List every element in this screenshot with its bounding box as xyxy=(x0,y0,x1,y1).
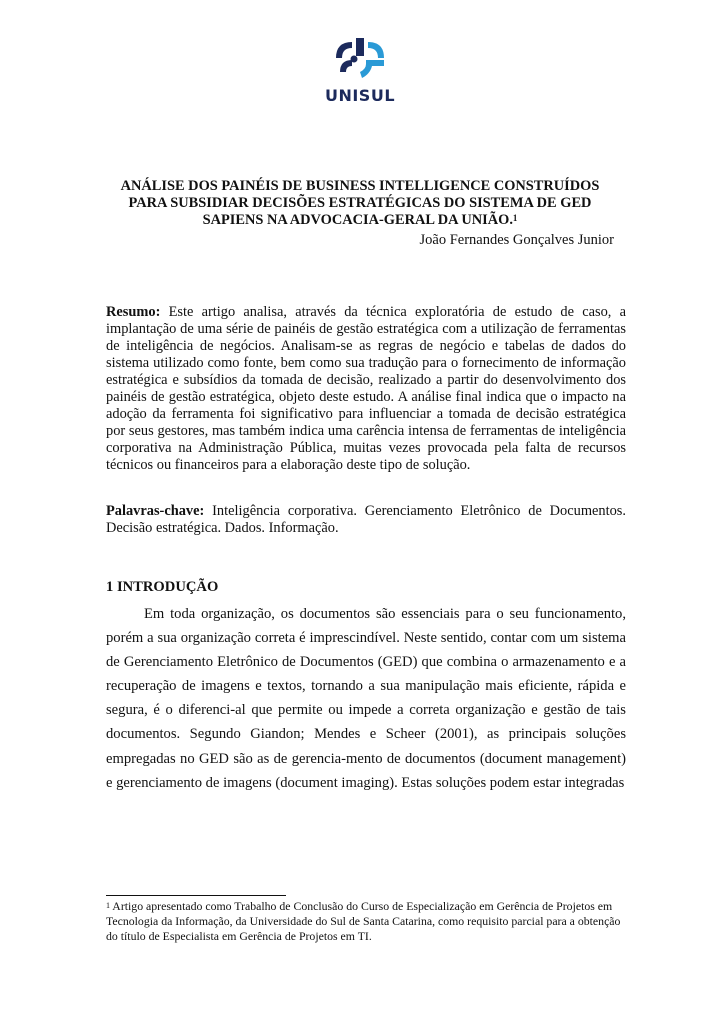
keywords-label: Palavras-chave: xyxy=(106,503,205,519)
footnote-divider xyxy=(106,895,286,896)
abstract-label: Resumo: xyxy=(106,304,161,320)
abstract xyxy=(106,304,626,474)
keywords-text: Inteligência corporativa. Gerenciamento Eletrônico de Documentos. Decisão estratégica. Dados. Informação. xyxy=(106,503,626,536)
section-heading: 1 INTRODUÇÃO xyxy=(106,579,219,595)
keywords xyxy=(106,503,626,537)
unisul-emblem-icon xyxy=(332,36,388,82)
unisul-logo xyxy=(318,36,402,106)
logo-wordmark: UNISUL xyxy=(324,86,396,105)
abstract-text: Este artigo analisa, através da técnica exploratória de estudo de caso, a implantação de uma série de painéis de gestão estratégica com a utilização de ferramentas de inteligência de negócios. Analisam-se as regras de negócio e tabelas de dados do sistema utilizado como fonte, bem como sua tradução para o fornecimento de informação estratégica e subsídios da tomada de decisão, realizado a partir do desenvolvimento dos painéis de gestão estratégica, objeto deste estudo. A análise final indica que o impacto na adoção da ferramenta foi significativo para influenciar a tomada de decisão estratégica por seus gestores, mas também indica uma carência intensa de ferramentas de inteligência corporativa na Administração Pública, muitas vezes provocada pela falta de recursos técnicos ou financeiros para a elaboração deste tipo de solução. xyxy=(106,304,626,473)
footnote-mark: 1 xyxy=(106,901,110,910)
footnote-text: Artigo apresentado como Trabalho de Conclusão do Curso de Especialização em Gerência de Projetos em Tecnologia da Informação, da Universidade do Sul de Santa Catarina, como requisito parcial para a obtenção do título de Especialista em Gerência de Projetos em TI. xyxy=(106,899,621,943)
section-body xyxy=(106,602,626,795)
body-paragraph: Em toda organização, os documentos são essenciais para o seu funcionamento, porém a sua organização correta é imprescindível. Neste sentido, contar com um sistema de Gerenciamento Eletrônico de Documentos (GED) que combina o armazenamento e a recuperação de imagens e textos, tornando a sua manipulação mais eficiente, rápida e segura, é o diferenci-al que permite ou impede a correta organização e gestão de tais documentos. Segundo Giandon; Mendes e Scheer (2001), as principais soluções empregadas no GED são as de gerencia-mento de documentos (document management) e gerenciamento de imagens (document imaging). Estas soluções podem estar integradas xyxy=(106,606,626,791)
title-footnote-mark: 1 xyxy=(512,213,518,223)
article-title xyxy=(108,178,612,229)
title-text: ANÁLISE DOS PAINÉIS DE BUSINESS INTELLIGENCE CONSTRUÍDOS PARA SUBSIDIAR DECISÕES ESTRATÉGICAS DO SISTEMA DE GED SAPIENS NA ADVOCACIA-GERAL DA UNIÃO. xyxy=(120,178,600,228)
footnote xyxy=(106,899,626,944)
author-name: João Fernandes Gonçalves Junior xyxy=(419,232,614,248)
